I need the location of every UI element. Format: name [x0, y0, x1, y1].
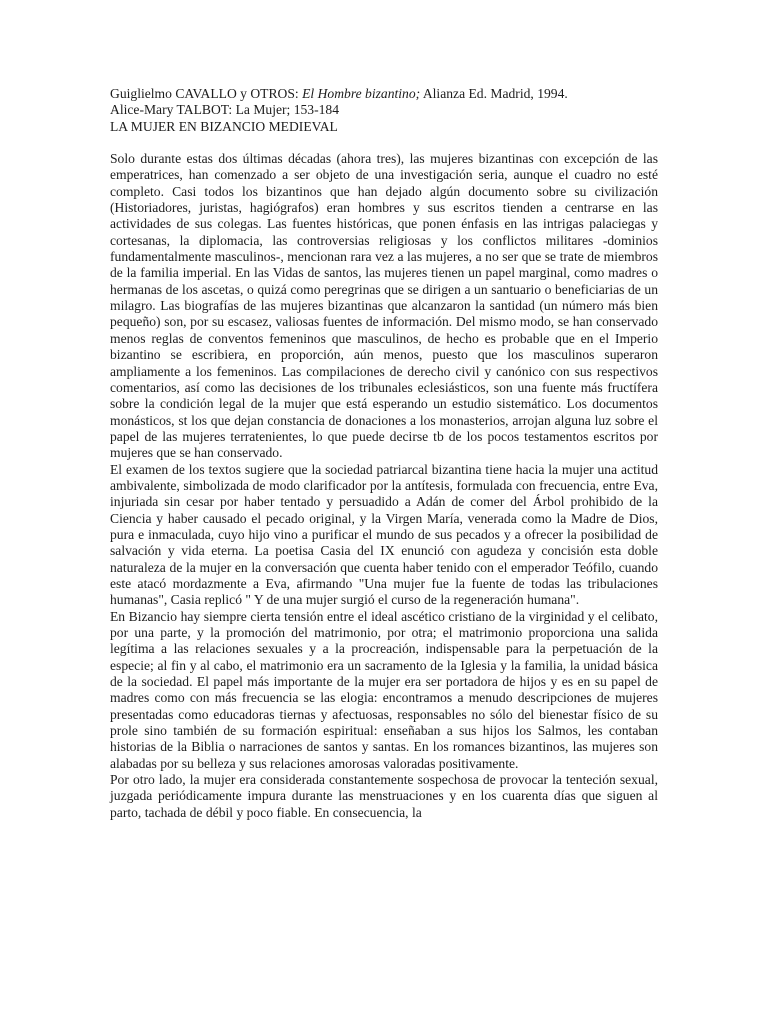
chapter-reference: Alice-Mary TALBOT: La Mujer; 153-184: [110, 102, 340, 118]
citation-title: El Hombre bizantino;: [302, 86, 421, 101]
header-spacer: [110, 135, 658, 151]
citation-line: [110, 86, 658, 102]
paragraph-1: Solo durante estas dos últimas décadas (ahora tres), las mujeres bizantinas con excepción de las emperatrices, han comenzado a ser objeto de una investigación seria, aunque el cuadro no esté completo. Casi todos los bizantinos que han dejado algún documento sobre su civilización (Historiadores, juristas, hagiógrafos) eran hombres y sus escritos tienden a centrarse en las actividades de sus colegas. Las fuentes históricas, que ponen énfasis en las intrigas palaciegas y cortesanas, la diplomacia, las controversias religiosas y los conflictos militares -dominios fundamentalmente masculinos-, mencionan rara vez a las mujeres, a no ser que se trate de miembros de la familia imperial. En las Vidas de santos, las mujeres tienen un papel marginal, como madres o hermanas de los ascetas, o quizá como peregrinas que se dirigen a un santuario o beneficiarias de un milagro. Las biografías de las mujeres bizantinas que alcanzaron la santidad (un número más bien pequeño) son, por su escasez, valiosas fuentes de información. Del mismo modo, se han conservado menos reglas de conventos femeninos que masculinos, de hecho es probable que en el Imperio bizantino se escribiera, en proporción, aún menos, puesto que los masculinos superaron ampliamente a los femeninos. Las compilaciones de derecho civil y canónico con sus respectivos comentarios, así como las decisiones de los tribunales eclesiásticos, son una fuente más fructífera sobre la condición legal de la mujer que está esperando un estudio sistemático. Los documentos monásticos, st los que dejan constancia de donaciones a los monasterios, arrojan alguna luz sobre el papel de las mujeres terratenientes, lo que puede decirse tb de los pocos testamentos escritos por mujeres que se han conservado.: [110, 151, 658, 461]
document-page: [110, 86, 658, 821]
citation-publisher: Alianza Ed. Madrid, 1994.: [422, 86, 568, 101]
paragraph-4: Por otro lado, la mujer era considerada constantemente sospechosa de provocar la tenteción sexual, juzgada periódicamente impura durante las menstruaciones y en los cuarenta días que siguen al parto, tachada de débil y poco fiable. En consecuencia, la: [110, 772, 658, 820]
paragraph-3: En Bizancio hay siempre cierta tensión entre el ideal ascético cristiano de la virginidad y el celibato, por una parte, y la promoción del matrimonio, por otra; el matrimonio proporciona una salida legítima a las relaciones sexuales y a la procreación, indispensable para la perpetuación de la especie; al fin y al cabo, el matrimonio era un sacramento de la Iglesia y la familia, la unidad básica de la sociedad. El papel más importante de la mujer era ser portadora de hijos y es en su papel de madres como con más frecuencia se las elogia: encontramos a menudo descripciones de mujeres presentadas como educadoras tiernas y afectuosas, responsables no sólo del bienestar físico de su prole sino también de su formación espiritual: enseñaban a sus hijos los Salmos, les contaban historias de la Biblia o narraciones de santos y santas. En los romances bizantinos, las mujeres son alabadas por su belleza y sus relaciones amorosas valoradas positivamente.: [110, 608, 658, 771]
citation-authors: Guiglielmo CAVALLO y OTROS:: [110, 86, 299, 101]
document-title: LA MUJER EN BIZANCIO MEDIEVAL: [110, 118, 338, 134]
paragraph-2: El examen de los textos sugiere que la sociedad patriarcal bizantina tiene hacia la mujer una actitud ambivalente, simbolizada de modo clarificador por la antítesis, formulada con frecuencia, entre Eva, injuriada sin cesar por haber tentado y persuadido a Adán de comer del Árbol prohibido de la Ciencia y haber causado el pecado original, y la Virgen María, venerada como la Madre de Dios, pura e inmaculada, cuyo hijo vino a purificar el mundo de sus pecados y a ofrecer la posibilidad de salvación y vida eterna. La poetisa Casia del IX enunció con agudeza y concisión esta doble naturaleza de la mujer en la conversación que cuenta haber tenido con el emperador Teófilo, cuando este atacó mordazmente a Eva, afirmando "Una mujer fue la fuente de todas las tribulaciones humanas", Casia replicó " Y de una mujer surgió el curso de la regeneración humana".: [110, 461, 658, 608]
